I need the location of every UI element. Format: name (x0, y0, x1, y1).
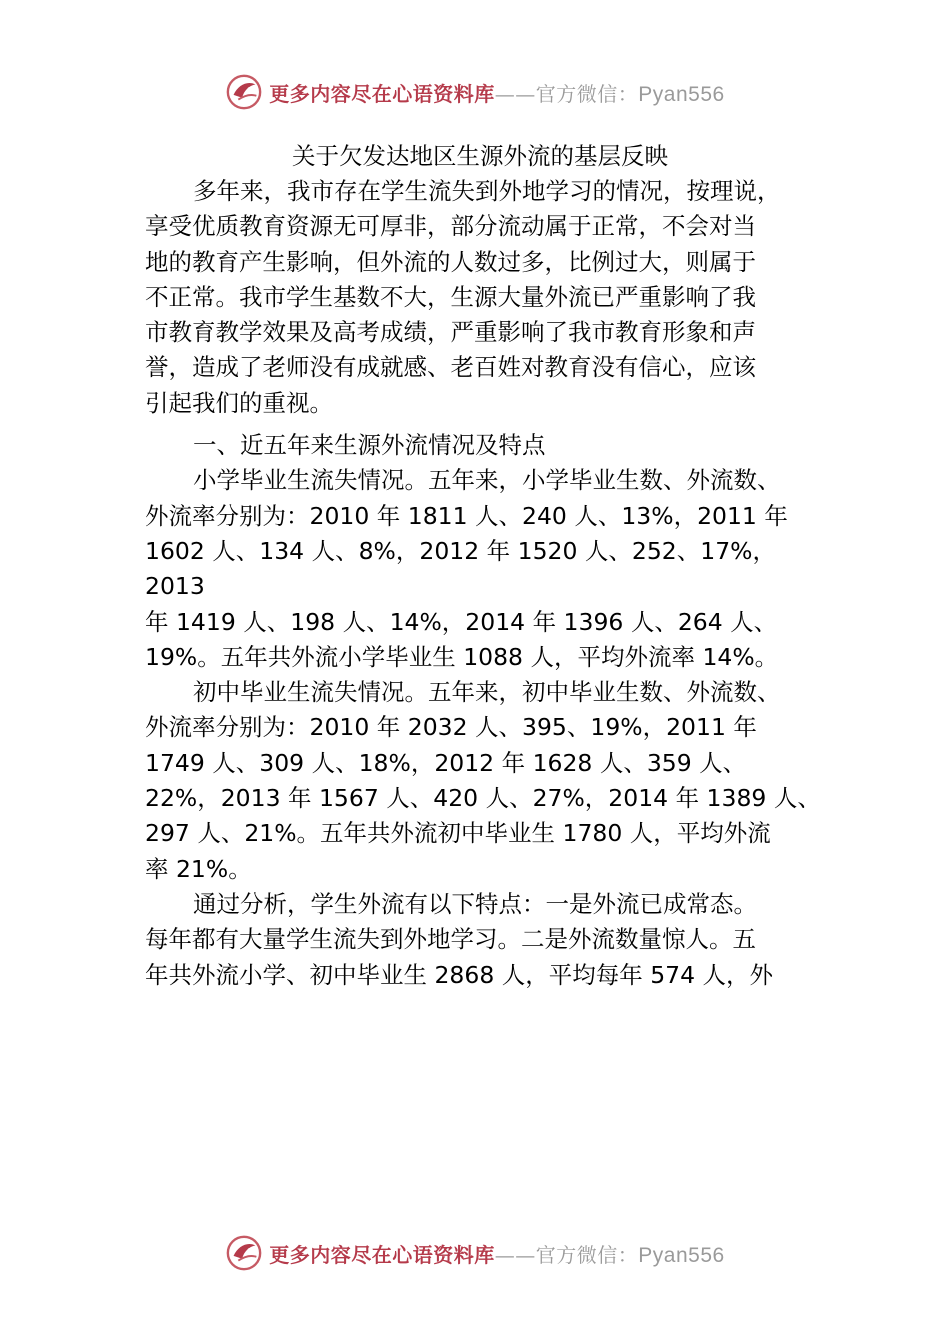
paragraph-line: 22%，2013 年 1567 人、420 人、27%，2014 年 1389 人、 (145, 784, 821, 813)
paragraph-line: 初中毕业生流失情况。五年来，初中毕业生数、外流数、 (193, 678, 781, 707)
paragraph-line: 多年来，我市存在学生流失到外地学习的情况，按理说， (193, 177, 781, 205)
paragraph-line: 享受优质教育资源无可厚非，部分流动属于正常，不会对当 (145, 212, 756, 241)
watermark-footer (0, 1231, 950, 1275)
watermark-brand: 更多内容尽在心语资料库 (269, 1242, 495, 1267)
section-heading: 一、近五年来生源外流情况及特点 (193, 431, 546, 460)
paragraph-line: 市教育教学效果及高考成绩，严重影响了我市教育形象和声 (145, 318, 756, 347)
paragraph-line: 2013 (145, 572, 205, 601)
paragraph-line: 不正常。我市学生基数不大，生源大量外流已严重影响了我 (145, 282, 756, 311)
paragraph-line: 19%。五年共外流小学毕业生 1088 人，平均外流率 14%。 (145, 642, 779, 671)
document-title: 关于欠发达地区生源外流的基层反映 (292, 142, 668, 170)
paragraph-line: 誉，造成了老师没有成就感、老百姓对教育没有信心，应该 (145, 353, 756, 382)
watermark-wechat-id: Pyan556 (638, 82, 725, 106)
paragraph-line: 通过分析，学生外流有以下特点：一是外流已成常态。 (193, 889, 757, 918)
watermark-text (269, 78, 724, 107)
paragraph-line: 率 21%。 (145, 854, 252, 883)
watermark-separator: —— (494, 81, 536, 106)
watermark-wechat-label: 官方微信： (535, 1242, 639, 1267)
brand-logo-icon (225, 73, 263, 111)
watermark-header (0, 70, 950, 114)
paragraph-line: 外流率分别为：2010 年 1811 人、240 人、13%，2011 年 (145, 501, 788, 530)
paragraph-line: 1602 人、134 人、8%，2012 年 1520 人、252、17%， (145, 536, 776, 565)
watermark-separator: —— (494, 1242, 536, 1267)
paragraph-line: 1749 人、309 人、18%，2012 年 1628 人、359 人、 (145, 748, 747, 777)
watermark-wechat-id: Pyan556 (638, 1243, 725, 1267)
watermark-wechat-label: 官方微信： (535, 81, 639, 106)
watermark-text (269, 1239, 724, 1268)
paragraph-line: 年 1419 人、198 人、14%，2014 年 1396 人、264 人、 (145, 607, 778, 636)
paragraph-line: 地的教育产生影响，但外流的人数过多，比例过大，则属于 (145, 247, 756, 276)
paragraph-line: 小学毕业生流失情况。五年来，小学毕业生数、外流数、 (193, 466, 781, 495)
paragraph-line: 外流率分别为：2010 年 2032 人、395、19%，2011 年 (145, 713, 757, 742)
paragraph-line: 每年都有大量学生流失到外地学习。二是外流数量惊人。五 (145, 925, 756, 954)
document-body (145, 138, 821, 993)
paragraph-line: 年共外流小学、初中毕业生 2868 人，平均每年 574 人，外 (145, 960, 774, 989)
paragraph-line: 引起我们的重视。 (145, 388, 333, 417)
paragraph-line: 297 人、21%。五年共外流初中毕业生 1780 人，平均外流 (145, 819, 771, 848)
brand-logo-icon (225, 1234, 263, 1272)
watermark-brand: 更多内容尽在心语资料库 (269, 81, 495, 106)
